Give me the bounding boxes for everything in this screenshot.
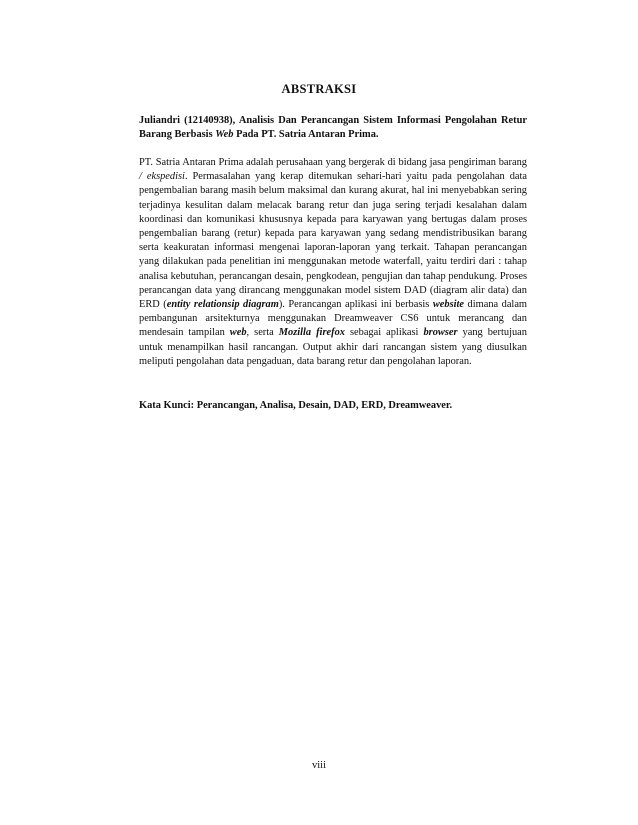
abstract-header [139,114,527,142]
keywords: Kata Kunci: Perancangan, Analisa, Desain, DAD, ERD, Dreamweaver. [139,400,453,411]
thesis-title-italic: Web [215,129,234,141]
author-info: Juliandri (12140938), [139,115,239,126]
abstract-s6: sebagai aplikasi [344,327,424,339]
thesis-title-part2: Pada PT. Satria Antaran Prima. [233,129,379,141]
abstract-paragraph [139,156,527,369]
abstract-s4: dimana dalam pembangunan arsitekturnya menggunakan Dreamweaver CS6 untuk merancang dan mendesain tampilan [139,299,528,339]
abstract-s2-emph: entity relationsip diagram [166,299,279,311]
thesis-title-part1: Analisis Dan Perancangan Sistem Informasi Pengolahan Retur Barang Berbasis [139,115,528,141]
abstract-s5-emph: Mozilla firefox [278,327,345,339]
abstract-s1-italic: / ekspedisi [139,171,185,183]
abstract-s5: , serta [246,327,279,339]
page-number: viii [311,760,326,771]
abstract-body [139,156,527,369]
abstract-s7: yang bertujuan untuk menampilkan hasil rancangan. Output akhir dari rancangan sistem yang diusulkan meliputi pengolahan data pengaduan, data barang retur dan pengolahan laporan. [139,327,527,367]
abstract-s4-emph: web [229,327,247,339]
page-title: ABSTRAKSI [281,82,357,96]
abstract-s6-emph: browser [423,327,458,339]
abstract-s3: ). Perancangan aplikasi ini berbasis [278,299,433,311]
abstract-s1: PT. Satria Antaran Prima adalah perusahaan yang bergerak di bidang jasa pengiriman barang [139,157,527,168]
abstract-s2: . Permasalahan yang kerap ditemukan sehari-hari yaitu pada pengolahan data pengembalian barang masih belum maksimal dan kurang akurat, hal ini menyebabkan sering terjadinya kesulitan dalam melacak barang retur dan juga sering terjadi kesalahan dalam koordinasi dan komunikasi khususnya kepada para karyawan yang bertugas dalam proses pengembalian barang (retur) kepada para karyawan yang sedang mendistribusikan barang serta keakuratan informasi mengenai laporan-laporan yang terkait. Tahapan perancangan yang dilakukan pada penelitian ini menggunakan metode waterfall, yaitu terdiri dari : tahap analisa kebutuhan, perancangan desain, pengkodean, pengujian dan tahap pendukung. Proses perancangan data yang dirancang menggunakan model sistem DAD (diagram alir data) dan ERD ( [139,171,527,311]
abstract-header-text [139,114,527,142]
abstract-s3-emph: website [432,299,465,311]
